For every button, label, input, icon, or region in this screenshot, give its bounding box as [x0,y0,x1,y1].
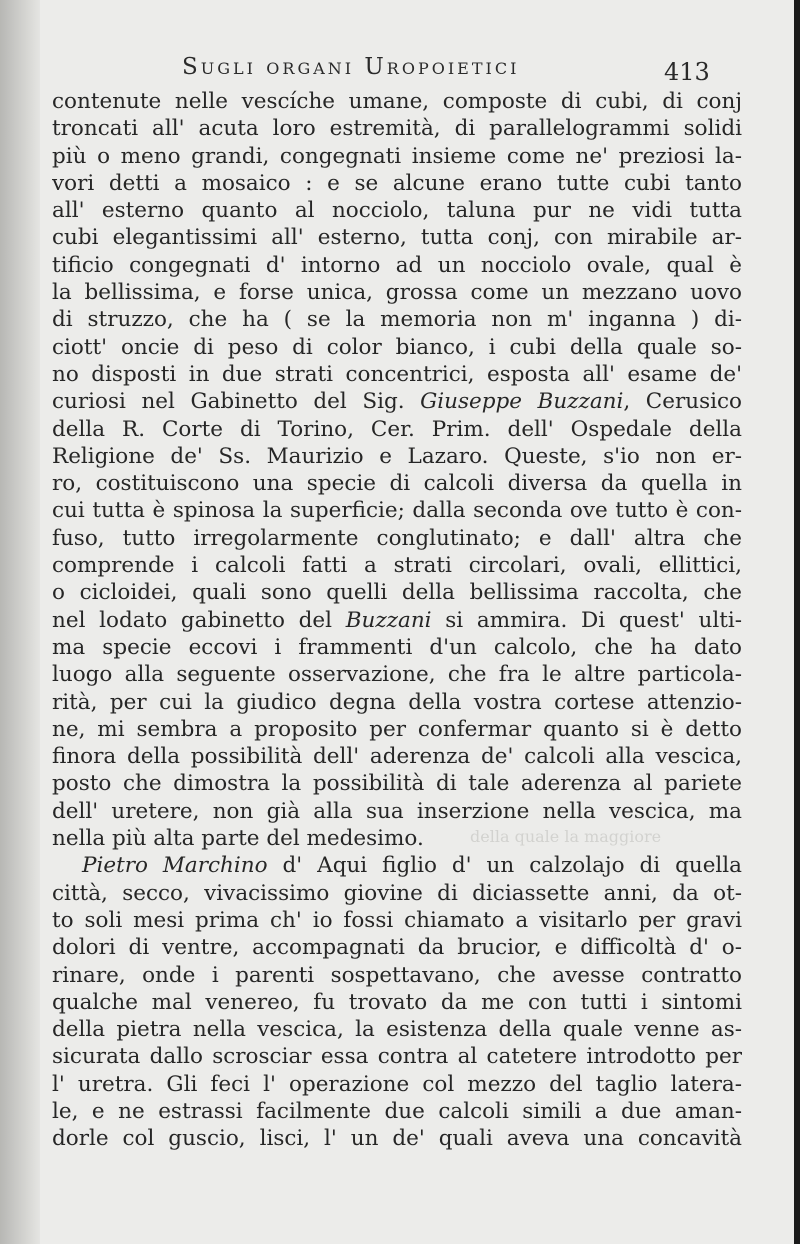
text-line: la bellissima, e forse unica, grossa come un mezzano uovo [52,280,742,306]
page-number: 413 [664,58,710,86]
text-line: cui tutta è spinosa la superficie; dalla seconda ove tutto è con- [52,498,742,524]
text-line: l' uretra. Gli feci l' operazione col mezzo del taglio latera- [52,1071,742,1097]
text-line: le, e ne estrassi facilmente due calcoli simili a due aman- [52,1098,742,1124]
text-line: ne, mi sembra a proposito per confermar quanto si è detto [52,716,742,742]
text-line: ciott' oncie di peso di color bianco, i cubi della quale so- [52,334,742,360]
text-line: comprende i calcoli fatti a strati circolari, ovali, ellittici, [52,553,742,579]
text-line [52,388,742,415]
line-segment: , Cerusico [623,389,742,415]
italic-name: Giuseppe Buzzani [420,389,624,415]
text-line: dolori di ventre, accompagnati da brucior, e difficoltà d' o- [52,935,742,961]
text-line: qualche mal venereo, fu trovato da me con tutti i sintomi [52,989,742,1015]
text-line: rinare, onde i parenti sospettavano, che avesse contratto [52,962,742,988]
text-line: vori detti a mosaico : e se alcune erano tutte cubi tanto [52,170,742,196]
text-line: all' esterno quanto al nocciolo, taluna pur ne vidi tutta [52,198,742,224]
text-line: contenute nelle vescíche umane, composte di cubi, di conj [52,89,742,114]
text-line: Religione de' Ss. Maurizio e Lazaro. Queste, s'io non er- [52,443,742,469]
text-line: finora della possibilità dell' aderenza de' calcoli alla vescica, [52,744,742,770]
text-line: di struzzo, che ha ( se la memoria non m' inganna ) di- [52,307,742,333]
text-line: città, secco, vivacissimo giovine di diciassette anni, da ot- [52,880,742,906]
text-line: più o meno grandi, congegnati insieme come ne' preziosi la- [52,143,742,169]
text-line: fuso, tutto irregolarmente conglutinato; e dall' altra che [52,525,742,551]
text-line: dorle col guscio, lisci, l' un de' quali aveva una concavità [52,1126,742,1152]
text-line: dell' uretere, non già alla sua inserzione nella vescica, ma [52,798,742,824]
text-line: nella più alta parte del medesimo. [52,826,424,852]
text-line: to soli mesi prima ch' io fossi chiamato a visitarlo per gravi [52,907,742,933]
text-line: tificio congegnati d' intorno ad un nocciolo ovale, qual è [52,252,742,278]
line-segment: curiosi nel Gabinetto del Sig. [52,389,421,415]
page-edge [794,0,800,1244]
line-segment: si ammira. Di quest' ulti- [431,607,742,633]
line-segment: nel lodato gabinetto del [52,607,346,633]
text-line: ma specie eccovi i frammenti d'un calcolo, che ha dato [52,634,742,660]
line-segment: d' Aqui figlio d' un calzolajo di quella [267,853,742,879]
body-text [52,88,742,1153]
italic-name: Pietro Marchino [82,853,268,879]
text-line: sicurata dallo scrosciar essa contra al catetere introdotto per [52,1044,742,1070]
text-line: luogo alla seguente osservazione, che fra le altre particola- [52,662,742,688]
text-line: della pietra nella vescica, la esistenza della quale venne as- [52,1017,742,1043]
text-line: troncati all' acuta loro estremità, di parallelogrammi solidi [52,116,742,142]
text-line: o cicloidei, quali sono quelli della bellissima raccolta, che [52,580,742,606]
text-line: no disposti in due strati concentrici, esposta all' esame de' [52,361,742,387]
text-line [52,607,742,634]
text-line: cubi elegantissimi all' esterno, tutta conj, con mirabile ar- [52,225,742,251]
bleed-through-text: della quale la maggiore [470,827,662,846]
italic-name: Buzzani [345,607,432,633]
text-line: rità, per cui la giudico degna della vostra cortese attenzio- [52,689,742,715]
text-line [52,852,742,879]
running-header: Sugli organi Uropoietici [182,54,520,80]
text-line: posto che dimostra la possibilità di tale aderenza al pariete [52,771,742,797]
text-line: ro, costituiscono una specie di calcoli diversa da quella in [52,471,742,497]
gutter-shadow [0,0,40,1244]
text-line: della R. Corte di Torino, Cer. Prim. dell' Ospedale della [52,416,742,442]
